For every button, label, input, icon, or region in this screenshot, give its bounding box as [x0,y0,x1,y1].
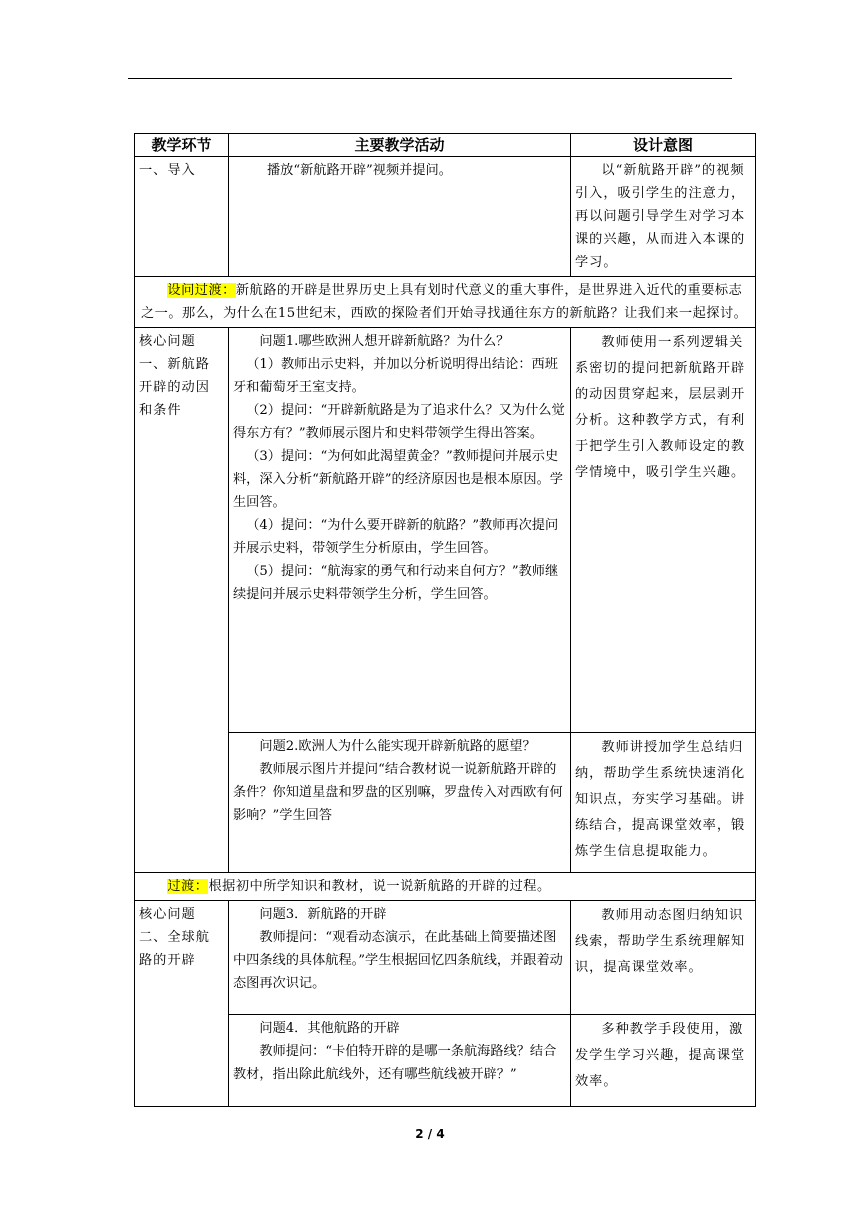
table-row-intro [135,157,756,277]
intent-q3: 教师用动态图归纳知识线索，帮助学生系统理解知识，提高课堂效率。 [571,901,756,1015]
table-row-core-2-q4 [135,1015,756,1107]
q1-title: 问题1.哪些欧洲人想开辟新航路？为什么？ [259,334,510,349]
intent-q2: 教师讲授加学生总结归纳，帮助学生系统快速消化知识点，夯实学习基础。讲练结合，提高课堂效率，锻炼学生信息提取能力。 [571,733,756,873]
q2-body: 教师展示图片并提问“结合教材说一说新航路开辟的条件？你知道星盘和罗盘的区别嘛，罗盘传入对西欧有何影响？”学生回答 [233,762,563,823]
transition-1 [135,277,756,328]
table-row-core-2-q3 [135,901,756,1015]
stage-core-2: 核心问题二、全球航路的开辟 [135,901,229,1107]
activity-q1 [229,328,571,733]
transition-2 [135,873,756,901]
page-number: 2 / 4 [415,1127,445,1141]
table-row-transition-1 [135,277,756,328]
q2-title: 问题2.欧洲人为什么能实现开辟新航路的愿望？ [259,739,536,754]
table-row-core-1-q2 [135,733,756,873]
transition-2-label: 过渡： [167,879,209,894]
q3-body: 教师提问：“观看动态演示，在此基础上简要描述图中四条线的具体航程。”学生根据回忆四条航线，并跟着动态图再次识记。 [233,930,563,991]
q1-item-3: （3）提问：“为何如此渴望黄金？”教师提问并展示史料，深入分析“新航路开辟”的经济原因也是根本原因。学生回答。 [233,449,563,510]
header-intent: 设计意图 [571,134,756,157]
header-activity: 主要教学活动 [229,134,571,157]
stage-core-1: 核心问题一、新航路开辟的动因和条件 [135,328,229,873]
activity-intro: 播放“新航路开辟”视频并提问。 [229,157,571,277]
activity-q4 [229,1015,571,1107]
intent-q1: 教师使用一系列逻辑关系密切的提问把新航路开辟的动因贯穿起来，层层剥开分析。这种教学方式，有利于把学生引入教师设定的教学情境中，吸引学生兴趣。 [571,328,756,733]
activity-q2 [229,733,571,873]
q4-title: 问题4．其他航路的开辟 [259,1021,400,1036]
activity-q3 [229,901,571,1015]
header-rule [128,78,732,79]
q3-title: 问题3．新航路的开辟 [259,907,387,922]
q1-item-4: （4）提问：“为什么要开辟新的航路？”教师再次提问并展示史料，带领学生分析原由，学生回答。 [233,518,559,556]
transition-1-label: 设问过渡： [167,283,236,298]
transition-1-text: 新航路的开辟是世界历史上具有划时代意义的重大事件，是世界进入近代的重要标志之一。那么，为什么在15世纪末，西欧的探险者们开始寻找通往东方的新航路？让我们来一起探讨。 [141,283,748,321]
q1-item-1: （1）教师出示史料，并加以分析说明得出结论：西班牙和葡萄牙王室支持。 [233,357,558,395]
q1-item-2: （2）提问：“开辟新航路是为了追求什么？又为什么觉得东方有？”教师展示图片和史料带领学生得出答案。 [233,403,565,441]
stage-intro: 一、导入 [135,157,229,277]
lesson-plan-table [134,133,756,1107]
table-header-row [135,134,756,157]
intent-intro: 以“新航路开辟”的视频引入，吸引学生的注意力，再以问题引导学生对学习本课的兴趣，从而进入本课的学习。 [571,157,756,277]
table-row-transition-2 [135,873,756,901]
q1-item-5: （5）提问：“航海家的勇气和行动来自何方？”教师继续提问并展示史料带领学生分析，学生回答。 [233,564,559,602]
q4-body: 教师提问：“卡伯特开辟的是哪一条航海路线？结合教材，指出除此航线外，还有哪些航线被开辟？” [233,1044,557,1082]
transition-2-text: 根据初中所学知识和教材，说一说新航路的开辟的过程。 [208,879,551,894]
table-row-core-1-q1 [135,328,756,733]
intent-q4: 多种教学手段使用，激发学生学习兴趣，提高课堂效率。 [571,1015,756,1107]
header-stage: 教学环节 [135,134,229,157]
